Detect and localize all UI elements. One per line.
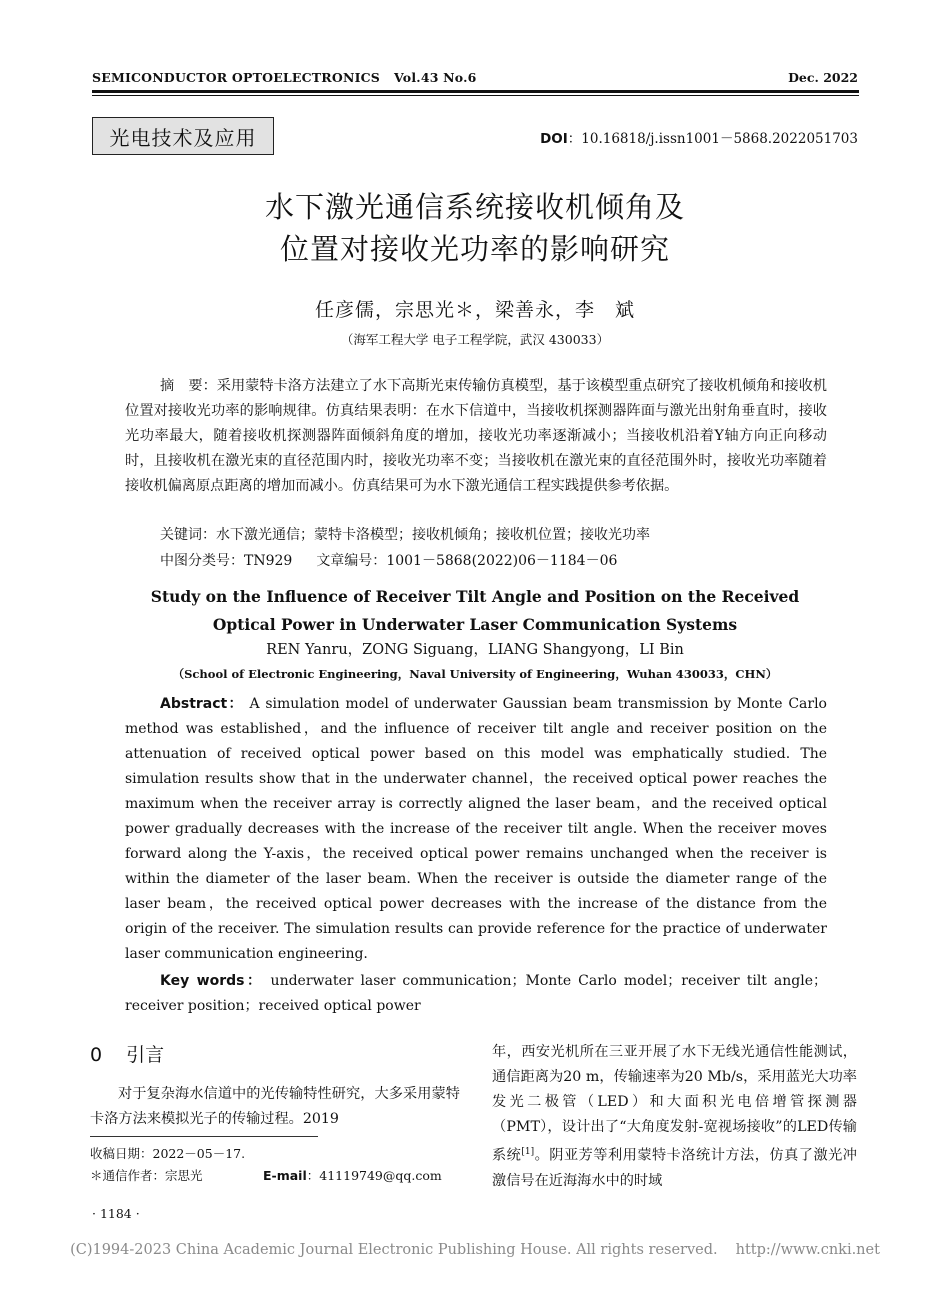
section-title: 引言	[126, 1044, 165, 1066]
body-left-column	[90, 1082, 460, 1132]
affiliation-en: （School of Electronic Engineering，Naval University of Engineering，Wuhan 430033，CHN）	[172, 667, 778, 681]
abstract-cn-text: 采用蒙特卡洛方法建立了水下高斯光束传输仿真模型，基于该模型重点研究了接收机倾角和接收机位置对接收光功率的影响规律。仿真结果表明：在水下信道中，当接收机探测器阵面与激光出射角垂直时，接收光功率最大，随着接收机探测器阵面倾斜角度的增加，接收光功率逐渐减小；当接收机沿着Y轴方向正向移动时，且接收机在激光束的直径范围内时，接收光功率不变；当接收机在激光束的直径范围外时，接收光功率随着接收机偏离原点距离的增加而减小。仿真结果可为水下激光通信工程实践提供参考依据。	[125, 378, 827, 494]
copyright-footer	[0, 1242, 950, 1258]
author-email	[263, 1166, 442, 1184]
body-right-text-a: 年，西安光机所在三亚开展了水下无线光通信性能测试，通信距离为20 m，传输速率为20 Mb/s，采用蓝光大功率发光二极管（LED）和大面积光电倍增管探测器（PMT），设计出了“大角度发射-宽视场接收”的LED传输系统	[492, 1044, 857, 1164]
authors-en: REN Yanru，ZONG Siguang，LIANG Shangyong，LI Bin	[266, 642, 684, 658]
title-cn-line1: 水下激光通信系统接收机倾角及	[264, 190, 685, 224]
doi	[540, 127, 858, 147]
keywords-en-label: Key words：	[160, 973, 264, 989]
header-rule-thick	[92, 90, 859, 93]
title-en-line1: Study on the Influence of Receiver Tilt Angle and Position on the Received	[150, 587, 800, 606]
keywords-cn-label: 关键词：	[160, 527, 216, 543]
title-cn	[0, 186, 950, 270]
article-number-label: 文章编号：	[316, 553, 387, 569]
journal-volume: Vol.43 No.6	[394, 70, 477, 85]
copyright-text: (C)1994-2023 China Academic Journal Electronic Publishing House. All rights reserved.	[70, 1242, 718, 1258]
corresponding-author: ＊通信作者：宗思光	[90, 1168, 203, 1183]
section-label: 光电技术及应用	[92, 117, 274, 155]
authors-cn: 任彦儒，宗思光＊，梁善永，李 斌	[314, 299, 635, 321]
abstract-cn-label: 摘 要：	[160, 378, 217, 394]
keywords-cn-text: 水下激光通信；蒙特卡洛模型；接收机倾角；接收机位置；接收光功率	[216, 527, 650, 543]
affiliation-cn: （海军工程大学 电子工程学院，武汉 430033）	[340, 332, 610, 347]
email-value: ：41119749@qq.com	[306, 1168, 442, 1183]
classification-cn	[160, 550, 840, 570]
citation-ref: [1]	[521, 1147, 535, 1157]
doi-value: ：10.16818/j.issn1001－5868.2022051703	[567, 131, 858, 147]
journal-name	[92, 70, 477, 85]
footnote-received: 收稿日期：2022－05－17.	[90, 1146, 246, 1161]
section-heading-intro	[90, 1040, 164, 1067]
header-rule-thin	[92, 95, 859, 96]
clc-value: TN929	[244, 553, 293, 569]
abstract-en-label: Abstract：	[160, 696, 244, 712]
article-number-value: 1001－5868(2022)06－1184－06	[386, 553, 618, 569]
section-number: 0	[90, 1044, 103, 1066]
cnki-url: http://www.cnki.net	[735, 1242, 880, 1258]
keywords-cn	[160, 524, 840, 544]
title-en	[0, 583, 950, 639]
keywords-en-text: underwater laser communication；Monte Carlo model；receiver tilt angle；receiver position；received optical power	[125, 973, 828, 1014]
page-number: · 1184 ·	[92, 1206, 140, 1221]
title-cn-line2: 位置对接收光功率的影响研究	[279, 232, 670, 266]
keywords-en	[125, 969, 827, 1019]
footnote-corresponding	[90, 1166, 442, 1184]
issue-date: Dec. 2022	[788, 70, 858, 85]
body-right-column	[492, 1040, 857, 1194]
body-right-text-b: 。阴亚芳等利用蒙特卡洛统计方法，仿真了激光冲激信号在近海海水中的时域	[492, 1147, 857, 1189]
clc-label: 中图分类号：	[160, 553, 244, 569]
abstract-en	[125, 692, 827, 967]
doi-label: DOI	[540, 131, 568, 147]
email-label: E-mail	[263, 1168, 307, 1183]
journal-title: SEMICONDUCTOR OPTOELECTRONICS	[92, 70, 381, 85]
abstract-en-text: A simulation model of underwater Gaussian beam transmission by Monte Carlo method was established，and the influence of receiver tilt angle and receiver position on the attenuation of received optical power based on this model was emphatically studied. The simulation results show that in the underwater channel，the received optical power reaches the maximum when the receiver array is correctly aligned the laser beam，and the received optical power gradually decreases with the increase of the receiver tilt angle. When the receiver moves forward along the Y-axis，the received optical power remains unchanged when the receiver is within the diameter of the laser beam. When the receiver is outside the diameter range of the laser beam，the received optical power decreases with the increase of the distance from the origin of the receiver. The simulation results can provide reference for the practice of underwater laser communication engineering.	[125, 696, 827, 962]
body-left-text: 对于复杂海水信道中的光传输特性研究，大多采用蒙特卡洛方法来模拟光子的传输过程。2019	[90, 1086, 460, 1127]
footnote-rule	[90, 1136, 318, 1137]
title-en-line2: Optical Power in Underwater Laser Communication Systems	[212, 615, 738, 634]
abstract-cn	[125, 374, 827, 499]
